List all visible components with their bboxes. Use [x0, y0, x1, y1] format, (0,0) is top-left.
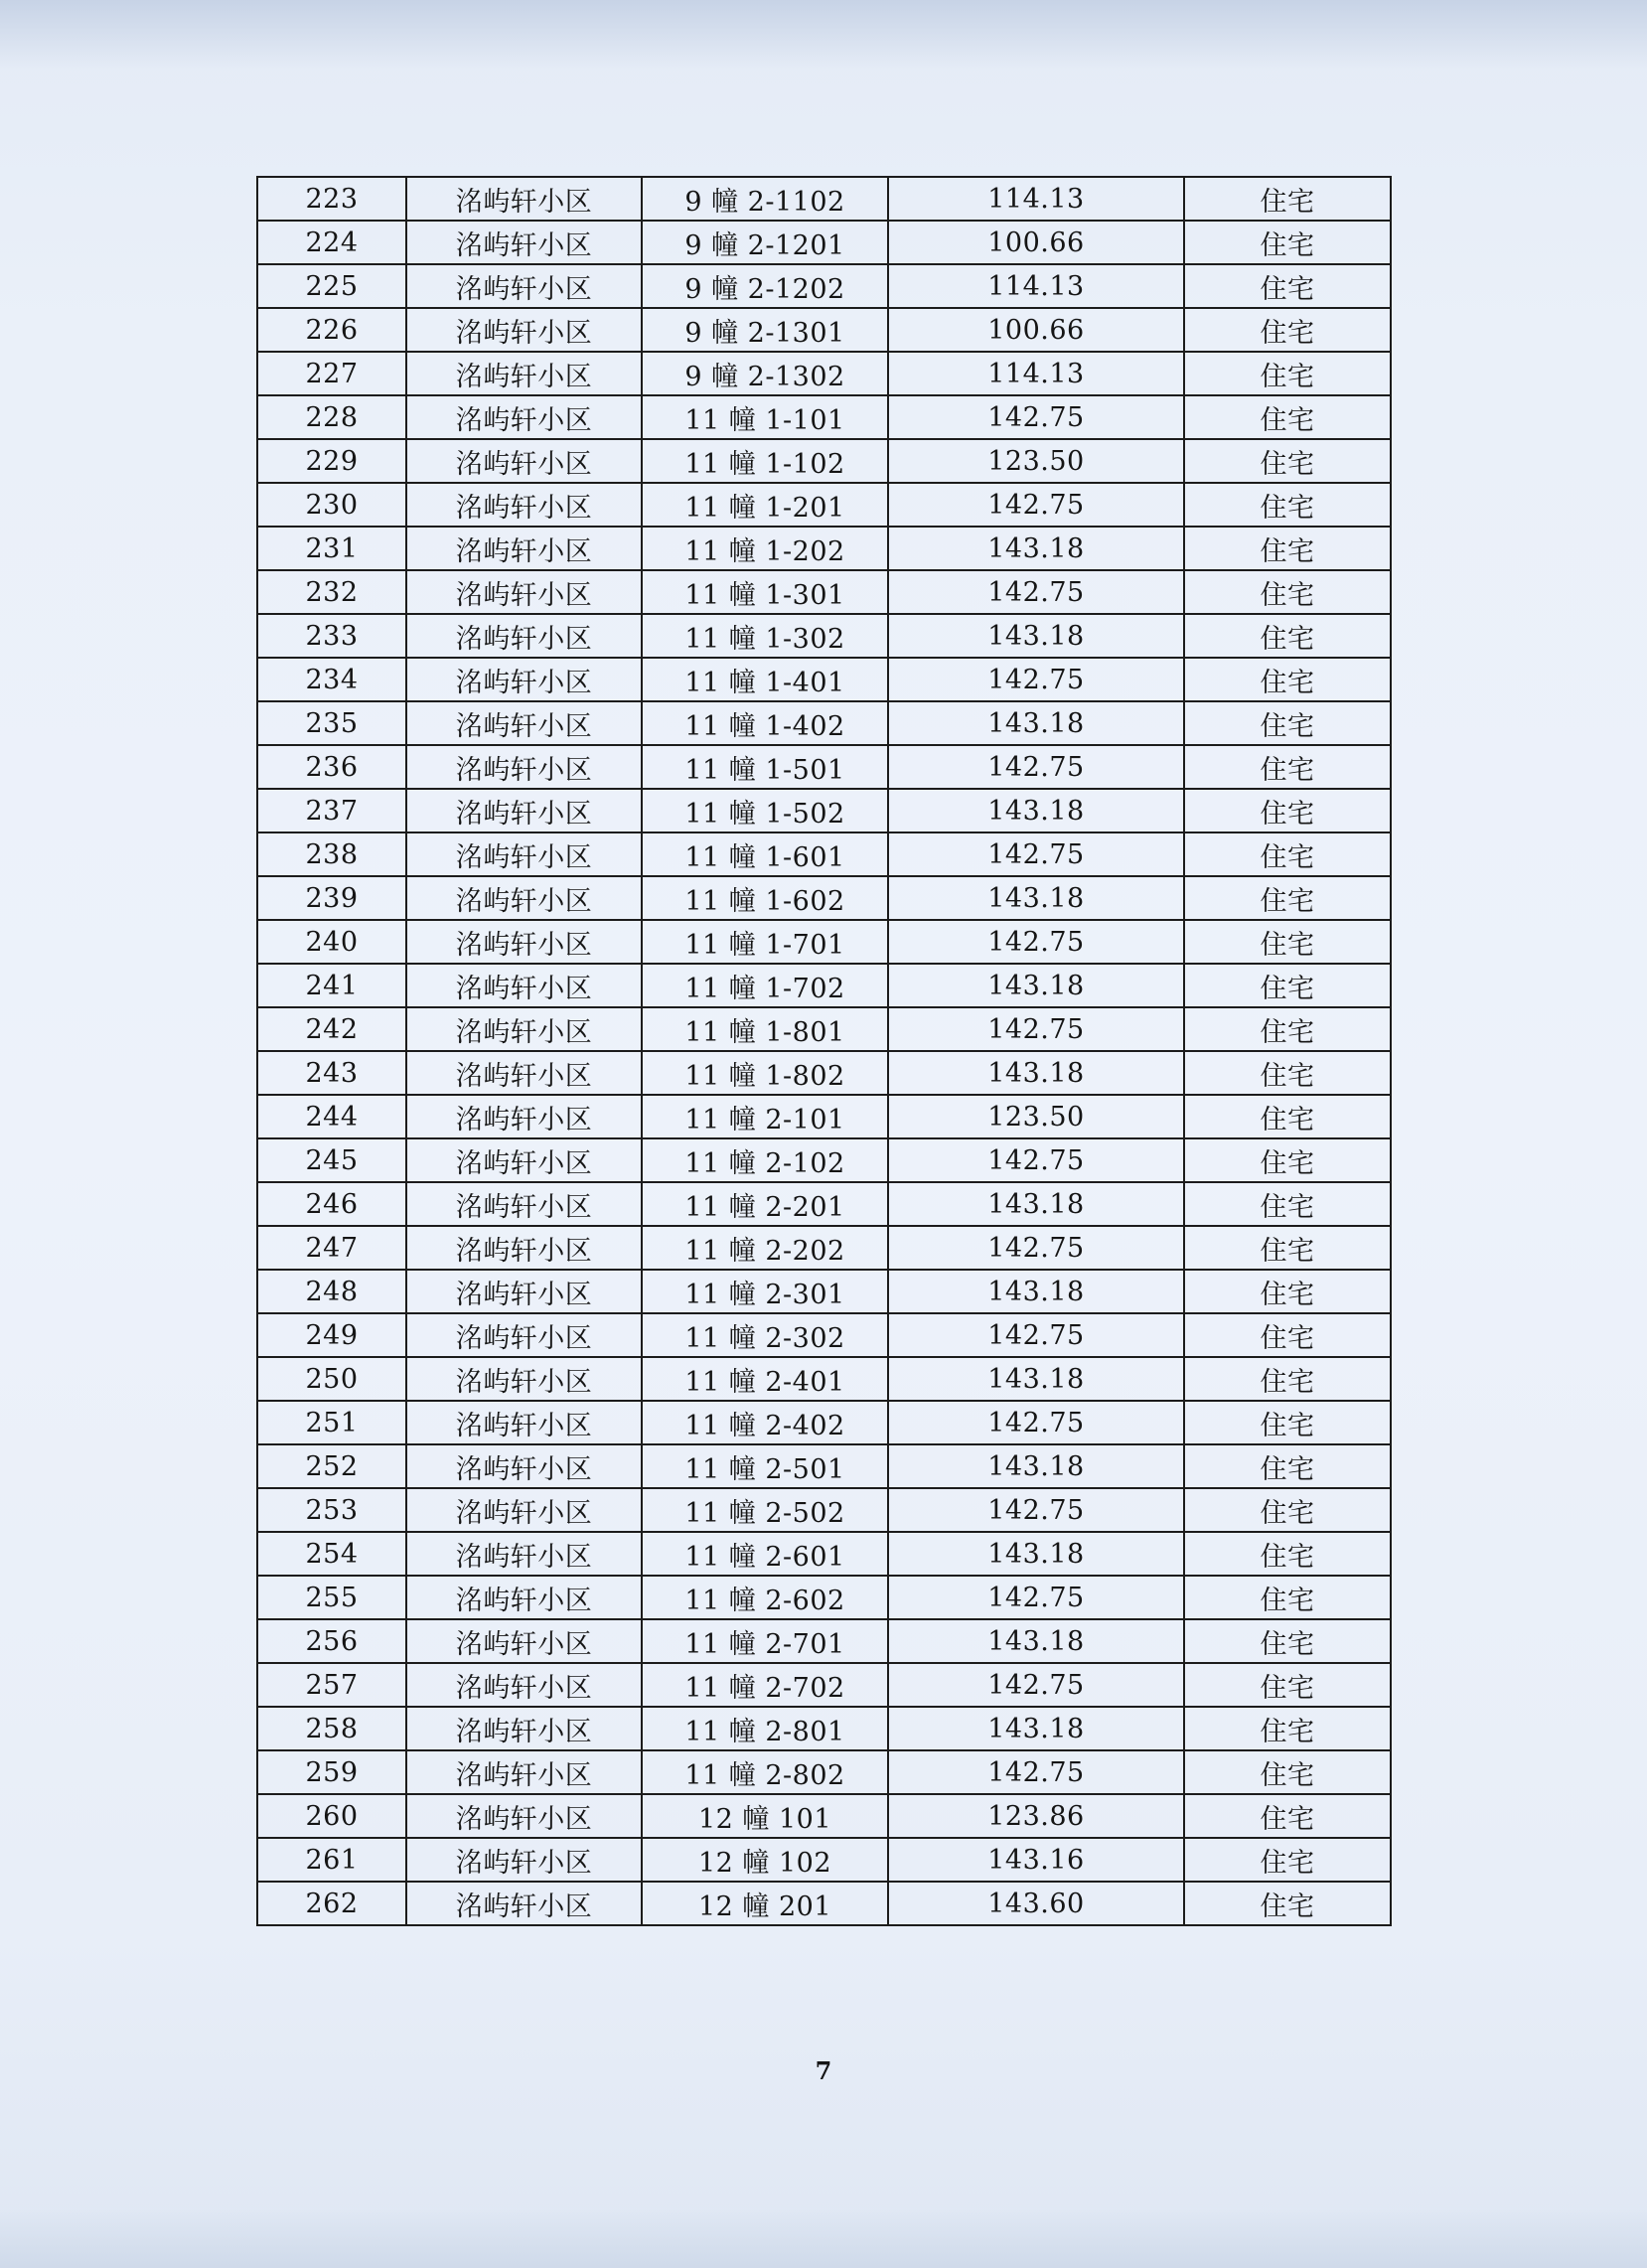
community-name-cell: 洺屿轩小区 [406, 1444, 642, 1488]
unit-number-cell: 11 幢 1-201 [642, 483, 888, 527]
community-name-cell: 洺屿轩小区 [406, 701, 642, 745]
row-number-cell: 225 [257, 264, 406, 308]
row-number-cell: 234 [257, 658, 406, 701]
table-row [257, 1532, 1391, 1576]
table-row [257, 964, 1391, 1007]
unit-number-cell: 11 幢 2-302 [642, 1313, 888, 1357]
usage-type-cell: 住宅 [1184, 701, 1391, 745]
community-name-cell: 洺屿轩小区 [406, 658, 642, 701]
community-name-cell: 洺屿轩小区 [406, 395, 642, 439]
table-row [257, 1226, 1391, 1270]
community-name-cell: 洺屿轩小区 [406, 1619, 642, 1663]
community-name-cell: 洺屿轩小区 [406, 745, 642, 789]
row-number-cell: 253 [257, 1488, 406, 1532]
unit-number-cell: 11 幢 1-402 [642, 701, 888, 745]
table-row [257, 1095, 1391, 1138]
unit-number-cell: 11 幢 2-701 [642, 1619, 888, 1663]
table-row [257, 1882, 1391, 1925]
unit-number-cell: 12 幢 101 [642, 1794, 888, 1838]
community-name-cell: 洺屿轩小区 [406, 1226, 642, 1270]
row-number-cell: 236 [257, 745, 406, 789]
community-name-cell: 洺屿轩小区 [406, 352, 642, 395]
table-row [257, 308, 1391, 352]
community-name-cell: 洺屿轩小区 [406, 1357, 642, 1401]
community-name-cell: 洺屿轩小区 [406, 1401, 642, 1444]
row-number-cell: 242 [257, 1007, 406, 1051]
row-number-cell: 235 [257, 701, 406, 745]
area-cell: 123.50 [888, 439, 1184, 483]
area-cell: 143.18 [888, 876, 1184, 920]
table-row [257, 527, 1391, 570]
community-name-cell: 洺屿轩小区 [406, 876, 642, 920]
community-name-cell: 洺屿轩小区 [406, 964, 642, 1007]
community-name-cell: 洺屿轩小区 [406, 614, 642, 658]
row-number-cell: 255 [257, 1576, 406, 1619]
community-name-cell: 洺屿轩小区 [406, 1882, 642, 1925]
unit-number-cell: 11 幢 2-202 [642, 1226, 888, 1270]
area-cell: 114.13 [888, 177, 1184, 221]
area-cell: 114.13 [888, 352, 1184, 395]
table-row [257, 1138, 1391, 1182]
row-number-cell: 239 [257, 876, 406, 920]
unit-number-cell: 11 幢 1-602 [642, 876, 888, 920]
row-number-cell: 229 [257, 439, 406, 483]
usage-type-cell: 住宅 [1184, 1576, 1391, 1619]
table-row [257, 1007, 1391, 1051]
community-name-cell: 洺屿轩小区 [406, 1051, 642, 1095]
table-row [257, 701, 1391, 745]
row-number-cell: 260 [257, 1794, 406, 1838]
usage-type-cell: 住宅 [1184, 352, 1391, 395]
unit-number-cell: 11 幢 1-101 [642, 395, 888, 439]
usage-type-cell: 住宅 [1184, 745, 1391, 789]
table-row [257, 483, 1391, 527]
usage-type-cell: 住宅 [1184, 527, 1391, 570]
unit-number-cell: 11 幢 1-802 [642, 1051, 888, 1095]
area-cell: 143.18 [888, 1270, 1184, 1313]
area-cell: 142.75 [888, 483, 1184, 527]
unit-number-cell: 12 幢 102 [642, 1838, 888, 1882]
row-number-cell: 248 [257, 1270, 406, 1313]
community-name-cell: 洺屿轩小区 [406, 1007, 642, 1051]
usage-type-cell: 住宅 [1184, 264, 1391, 308]
row-number-cell: 230 [257, 483, 406, 527]
usage-type-cell: 住宅 [1184, 1051, 1391, 1095]
table-row [257, 1838, 1391, 1882]
usage-type-cell: 住宅 [1184, 789, 1391, 832]
usage-type-cell: 住宅 [1184, 1401, 1391, 1444]
row-number-cell: 257 [257, 1663, 406, 1707]
area-cell: 143.18 [888, 789, 1184, 832]
row-number-cell: 250 [257, 1357, 406, 1401]
area-cell: 143.18 [888, 964, 1184, 1007]
area-cell: 142.75 [888, 1576, 1184, 1619]
unit-number-cell: 9 幢 2-1202 [642, 264, 888, 308]
table-row [257, 1051, 1391, 1095]
table-row [257, 1750, 1391, 1794]
usage-type-cell: 住宅 [1184, 308, 1391, 352]
area-cell: 143.18 [888, 527, 1184, 570]
area-cell: 142.75 [888, 1663, 1184, 1707]
area-cell: 142.75 [888, 745, 1184, 789]
row-number-cell: 228 [257, 395, 406, 439]
row-number-cell: 224 [257, 221, 406, 264]
usage-type-cell: 住宅 [1184, 964, 1391, 1007]
unit-number-cell: 11 幢 2-201 [642, 1182, 888, 1226]
property-table-body [257, 177, 1391, 1925]
community-name-cell: 洺屿轩小区 [406, 1488, 642, 1532]
table-row [257, 1357, 1391, 1401]
community-name-cell: 洺屿轩小区 [406, 527, 642, 570]
table-row [257, 1794, 1391, 1838]
unit-number-cell: 11 幢 1-502 [642, 789, 888, 832]
usage-type-cell: 住宅 [1184, 483, 1391, 527]
table-row [257, 1619, 1391, 1663]
community-name-cell: 洺屿轩小区 [406, 1095, 642, 1138]
area-cell: 142.75 [888, 1007, 1184, 1051]
table-row [257, 832, 1391, 876]
row-number-cell: 233 [257, 614, 406, 658]
area-cell: 143.18 [888, 1707, 1184, 1750]
row-number-cell: 240 [257, 920, 406, 964]
unit-number-cell: 11 幢 2-702 [642, 1663, 888, 1707]
area-cell: 142.75 [888, 658, 1184, 701]
row-number-cell: 256 [257, 1619, 406, 1663]
usage-type-cell: 住宅 [1184, 876, 1391, 920]
community-name-cell: 洺屿轩小区 [406, 1838, 642, 1882]
community-name-cell: 洺屿轩小区 [406, 920, 642, 964]
unit-number-cell: 11 幢 1-501 [642, 745, 888, 789]
area-cell: 143.18 [888, 1444, 1184, 1488]
area-cell: 143.18 [888, 1532, 1184, 1576]
usage-type-cell: 住宅 [1184, 1619, 1391, 1663]
usage-type-cell: 住宅 [1184, 614, 1391, 658]
community-name-cell: 洺屿轩小区 [406, 832, 642, 876]
unit-number-cell: 11 幢 2-401 [642, 1357, 888, 1401]
usage-type-cell: 住宅 [1184, 1138, 1391, 1182]
usage-type-cell: 住宅 [1184, 1532, 1391, 1576]
area-cell: 143.18 [888, 1182, 1184, 1226]
table-row [257, 920, 1391, 964]
area-cell: 143.18 [888, 701, 1184, 745]
table-row [257, 1401, 1391, 1444]
area-cell: 114.13 [888, 264, 1184, 308]
community-name-cell: 洺屿轩小区 [406, 483, 642, 527]
table-row [257, 745, 1391, 789]
unit-number-cell: 11 幢 1-301 [642, 570, 888, 614]
area-cell: 123.86 [888, 1794, 1184, 1838]
area-cell: 142.75 [888, 1313, 1184, 1357]
community-name-cell: 洺屿轩小区 [406, 1138, 642, 1182]
area-cell: 143.18 [888, 1619, 1184, 1663]
usage-type-cell: 住宅 [1184, 439, 1391, 483]
usage-type-cell: 住宅 [1184, 658, 1391, 701]
table-row [257, 352, 1391, 395]
usage-type-cell: 住宅 [1184, 1226, 1391, 1270]
usage-type-cell: 住宅 [1184, 221, 1391, 264]
row-number-cell: 243 [257, 1051, 406, 1095]
area-cell: 142.75 [888, 832, 1184, 876]
area-cell: 142.75 [888, 1138, 1184, 1182]
usage-type-cell: 住宅 [1184, 395, 1391, 439]
scan-shadow-top [0, 0, 1647, 70]
usage-type-cell: 住宅 [1184, 570, 1391, 614]
table-row [257, 570, 1391, 614]
unit-number-cell: 11 幢 1-801 [642, 1007, 888, 1051]
usage-type-cell: 住宅 [1184, 1707, 1391, 1750]
area-cell: 143.16 [888, 1838, 1184, 1882]
area-cell: 142.75 [888, 1750, 1184, 1794]
table-row [257, 789, 1391, 832]
community-name-cell: 洺屿轩小区 [406, 1576, 642, 1619]
community-name-cell: 洺屿轩小区 [406, 570, 642, 614]
community-name-cell: 洺屿轩小区 [406, 1270, 642, 1313]
unit-number-cell: 11 幢 2-402 [642, 1401, 888, 1444]
table-row [257, 177, 1391, 221]
unit-number-cell: 11 幢 1-701 [642, 920, 888, 964]
table-row [257, 1576, 1391, 1619]
unit-number-cell: 11 幢 2-802 [642, 1750, 888, 1794]
row-number-cell: 223 [257, 177, 406, 221]
usage-type-cell: 住宅 [1184, 1270, 1391, 1313]
community-name-cell: 洺屿轩小区 [406, 1182, 642, 1226]
table-row [257, 1182, 1391, 1226]
usage-type-cell: 住宅 [1184, 1444, 1391, 1488]
community-name-cell: 洺屿轩小区 [406, 1313, 642, 1357]
row-number-cell: 252 [257, 1444, 406, 1488]
usage-type-cell: 住宅 [1184, 1182, 1391, 1226]
unit-number-cell: 12 幢 201 [642, 1882, 888, 1925]
page-number: 7 [815, 2056, 832, 2085]
unit-number-cell: 11 幢 2-501 [642, 1444, 888, 1488]
row-number-cell: 241 [257, 964, 406, 1007]
usage-type-cell: 住宅 [1184, 1488, 1391, 1532]
unit-number-cell: 11 幢 1-401 [642, 658, 888, 701]
usage-type-cell: 住宅 [1184, 1007, 1391, 1051]
row-number-cell: 226 [257, 308, 406, 352]
area-cell: 142.75 [888, 570, 1184, 614]
usage-type-cell: 住宅 [1184, 1357, 1391, 1401]
area-cell: 143.60 [888, 1882, 1184, 1925]
area-cell: 143.18 [888, 1357, 1184, 1401]
unit-number-cell: 11 幢 2-602 [642, 1576, 888, 1619]
area-cell: 123.50 [888, 1095, 1184, 1138]
row-number-cell: 227 [257, 352, 406, 395]
community-name-cell: 洺屿轩小区 [406, 1794, 642, 1838]
table-row [257, 1488, 1391, 1532]
usage-type-cell: 住宅 [1184, 1663, 1391, 1707]
row-number-cell: 262 [257, 1882, 406, 1925]
table-row [257, 221, 1391, 264]
unit-number-cell: 9 幢 2-1102 [642, 177, 888, 221]
unit-number-cell: 11 幢 1-202 [642, 527, 888, 570]
unit-number-cell: 11 幢 1-102 [642, 439, 888, 483]
table-row [257, 1663, 1391, 1707]
unit-number-cell: 11 幢 2-101 [642, 1095, 888, 1138]
area-cell: 142.75 [888, 1488, 1184, 1532]
unit-number-cell: 11 幢 1-302 [642, 614, 888, 658]
area-cell: 100.66 [888, 308, 1184, 352]
row-number-cell: 251 [257, 1401, 406, 1444]
unit-number-cell: 11 幢 2-801 [642, 1707, 888, 1750]
area-cell: 143.18 [888, 614, 1184, 658]
community-name-cell: 洺屿轩小区 [406, 789, 642, 832]
unit-number-cell: 11 幢 2-301 [642, 1270, 888, 1313]
property-table [256, 176, 1392, 1926]
row-number-cell: 245 [257, 1138, 406, 1182]
area-cell: 142.75 [888, 1401, 1184, 1444]
usage-type-cell: 住宅 [1184, 1750, 1391, 1794]
unit-number-cell: 9 幢 2-1302 [642, 352, 888, 395]
table-row [257, 614, 1391, 658]
row-number-cell: 258 [257, 1707, 406, 1750]
table-row [257, 658, 1391, 701]
community-name-cell: 洺屿轩小区 [406, 1532, 642, 1576]
row-number-cell: 246 [257, 1182, 406, 1226]
table-row [257, 876, 1391, 920]
unit-number-cell: 11 幢 1-702 [642, 964, 888, 1007]
usage-type-cell: 住宅 [1184, 920, 1391, 964]
row-number-cell: 261 [257, 1838, 406, 1882]
table-row [257, 439, 1391, 483]
table-row [257, 1707, 1391, 1750]
row-number-cell: 244 [257, 1095, 406, 1138]
row-number-cell: 249 [257, 1313, 406, 1357]
row-number-cell: 254 [257, 1532, 406, 1576]
row-number-cell: 238 [257, 832, 406, 876]
table-row [257, 1444, 1391, 1488]
row-number-cell: 232 [257, 570, 406, 614]
table-row [257, 264, 1391, 308]
usage-type-cell: 住宅 [1184, 832, 1391, 876]
area-cell: 100.66 [888, 221, 1184, 264]
unit-number-cell: 11 幢 2-502 [642, 1488, 888, 1532]
usage-type-cell: 住宅 [1184, 1794, 1391, 1838]
usage-type-cell: 住宅 [1184, 1838, 1391, 1882]
usage-type-cell: 住宅 [1184, 1882, 1391, 1925]
unit-number-cell: 9 幢 2-1201 [642, 221, 888, 264]
table-row [257, 1313, 1391, 1357]
row-number-cell: 231 [257, 527, 406, 570]
community-name-cell: 洺屿轩小区 [406, 1707, 642, 1750]
table-row [257, 1270, 1391, 1313]
area-cell: 142.75 [888, 920, 1184, 964]
unit-number-cell: 11 幢 2-102 [642, 1138, 888, 1182]
community-name-cell: 洺屿轩小区 [406, 264, 642, 308]
area-cell: 142.75 [888, 395, 1184, 439]
area-cell: 143.18 [888, 1051, 1184, 1095]
row-number-cell: 259 [257, 1750, 406, 1794]
table-row [257, 395, 1391, 439]
unit-number-cell: 11 幢 2-601 [642, 1532, 888, 1576]
area-cell: 142.75 [888, 1226, 1184, 1270]
community-name-cell: 洺屿轩小区 [406, 1663, 642, 1707]
community-name-cell: 洺屿轩小区 [406, 1750, 642, 1794]
row-number-cell: 247 [257, 1226, 406, 1270]
usage-type-cell: 住宅 [1184, 1095, 1391, 1138]
unit-number-cell: 9 幢 2-1301 [642, 308, 888, 352]
row-number-cell: 237 [257, 789, 406, 832]
usage-type-cell: 住宅 [1184, 1313, 1391, 1357]
unit-number-cell: 11 幢 1-601 [642, 832, 888, 876]
community-name-cell: 洺屿轩小区 [406, 308, 642, 352]
community-name-cell: 洺屿轩小区 [406, 221, 642, 264]
usage-type-cell: 住宅 [1184, 177, 1391, 221]
community-name-cell: 洺屿轩小区 [406, 177, 642, 221]
scan-shadow-bottom [0, 2208, 1647, 2268]
community-name-cell: 洺屿轩小区 [406, 439, 642, 483]
